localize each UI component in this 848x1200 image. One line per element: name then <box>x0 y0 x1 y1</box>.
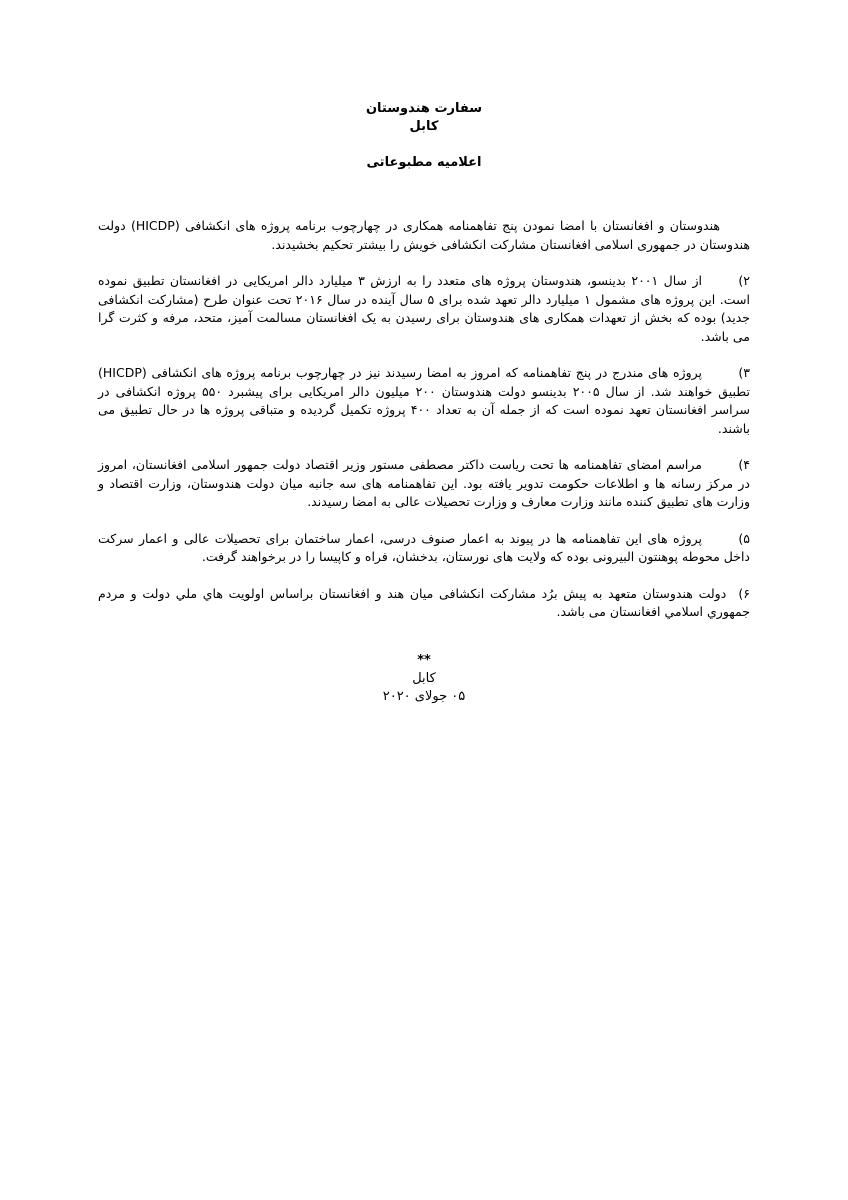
paragraph-4 <box>98 456 750 512</box>
footer-city: کابل <box>412 670 436 686</box>
paragraph-2-text: از سال ۲۰۰۱ بدینسو، هندوستان پروژه های متعدد را به ارزش ۳ میلیارد دالر امریکایی در افغانستان تطبیق نموده است. این پروژه های مشمول ۱ میلیارد دالر تعهد شده برای ۵ سال آینده در سال ۲۰۱۶ تحت عنوان طرح (مشارکت انکشافی جدید) بوده که بخش از تعهدات همکاری های هندوستان برای رسیدن به یک افغانستان مسالمت آمیز، متحد، مرفه و کثرت گرا می باشد. <box>98 273 750 344</box>
paragraph-6 <box>98 585 750 622</box>
paragraph-3 <box>98 364 750 438</box>
end-marker: ** <box>417 652 431 668</box>
paragraph-5-text: پروژه های این تفاهمنامه ها در پیوند به اعمار صنوف درسی، اعمار ساختمان برای تحصیلات عالی و اعمار سرکت داخل محوطه پوهنتون البیرونی بوده که ولایت های نورستان، بدخشان، فراه و کاپیسا را در برخواهند گرفت. <box>98 530 750 564</box>
paragraph-3-text: پروژه های مندرج در پنج تفاهمنامه که امروز به امضا رسیدند نیز در چهارچوب برنامه پروژه های انکشافی (HICDP) تطبیق خواهند شد. از سال ۲۰۰۵ بدینسو دولت هندوستان ۲۰۰ میلیون دالر امریکایی برای پیشبرد ۵۵۰ پروژه انکشافی در سراسر افغانستان تعهد نموده است که از جمله آن به تعداد ۴۰۰ پروژه تکمیل گردیده و متباقی پروژه ها در حال تطبیق می باشند. <box>98 365 750 436</box>
footer-date: ۰۵ جولای ۲۰۲۰ <box>382 688 466 704</box>
paragraph-1-text: هندوستان و افغانستان با امضا نمودن پنج تفاهمنامه همکاری در چهارچوب برنامه پروژه های انکشافی (HICDP) دولت هندوستان در جمهوری اسلامی افغانستان مشارکت انکشافی خویش را بیشتر تحکیم بخشیدند. <box>98 218 750 252</box>
document-page <box>98 100 750 706</box>
embassy-city: کابل <box>409 119 439 134</box>
paragraph-2 <box>98 272 750 346</box>
paragraph-5 <box>98 530 750 567</box>
paragraph-1 <box>98 217 750 254</box>
paragraph-2-number: ۲) <box>738 273 750 288</box>
paragraph-3-number: ۳) <box>738 365 750 380</box>
letterhead <box>98 100 750 136</box>
embassy-name: سفارت هندوستان <box>365 101 483 116</box>
paragraph-6-number: ۶) <box>738 585 750 601</box>
paragraph-6-text: دولت هندوستان متعهد به پیش برُد مشارکت انکشافی میان هند و افغانستان براساس اولویت هاي ملي دولت و مردم جمهوري اسلامي افغانستان می باشد. <box>98 585 750 619</box>
paragraph-4-text: مراسم امضای تفاهمنامه ها تحت ریاست داکتر مصطفی مستور وزیر اقتصاد دولت جمهور اسلامی افغانستان، امروز در مرکز رسانه ها و اطلاعات حکومت تدویر یافته بود. این تفاهمنامه های سه جانبه میان دولت هندوستان، وزارت اقتصاد و وزارت های تطبیق کننده مانند وزارت معارف و وزارت تحصیلات عالی به امضا رسیدند. <box>98 457 750 509</box>
document-footer <box>98 652 750 706</box>
paragraph-5-number: ۵) <box>738 530 750 546</box>
press-release-title: اعلامیه مطبوعاتی <box>366 155 482 170</box>
paragraph-4-number: ۴) <box>738 457 750 472</box>
